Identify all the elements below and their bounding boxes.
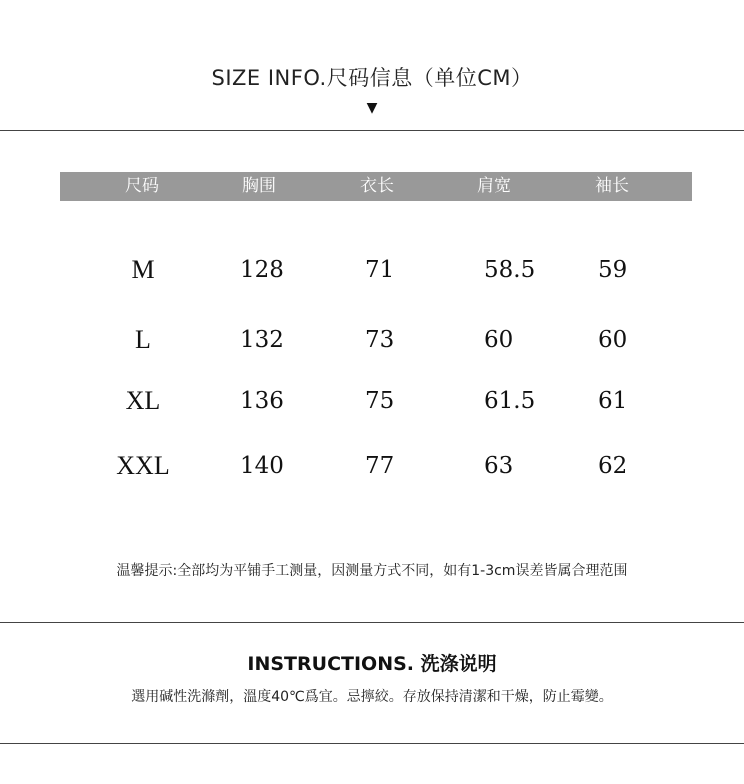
size-cell: XL: [125, 386, 161, 415]
top-divider: [0, 130, 744, 131]
size-cell: M: [131, 255, 155, 284]
size-cell: L: [135, 325, 151, 354]
table-row: [60, 446, 692, 486]
sleeve-cell: 61: [598, 388, 628, 414]
table-row: [60, 320, 692, 360]
size-info-title: SIZE INFO.尺码信息（单位CM）: [211, 66, 533, 90]
shoulder-cell: 60: [484, 327, 514, 353]
shoulder-cell: 61.5: [484, 388, 536, 414]
instructions-title: INSTRUCTIONS. 洗涤说明: [247, 653, 497, 675]
length-cell: 71: [365, 257, 395, 283]
header-size: 尺码: [125, 176, 159, 196]
header-length: 衣长: [360, 176, 394, 196]
length-cell: 75: [365, 388, 395, 414]
shoulder-cell: 63: [484, 453, 514, 479]
chest-cell: 128: [240, 257, 284, 283]
chest-cell: 132: [240, 327, 284, 353]
header-shoulder: 肩宽: [477, 176, 511, 196]
chest-cell: 140: [240, 453, 284, 479]
down-arrow-icon: ▼: [366, 100, 378, 116]
measurement-tip: 温馨提示:全部均为平铺手工测量，因测量方式不同，如有1-3cm误差皆属合理范围: [116, 563, 628, 579]
bottom-divider: [0, 743, 744, 744]
length-cell: 77: [365, 453, 395, 479]
size-table-header: [60, 172, 692, 201]
table-row: [60, 381, 692, 421]
chest-cell: 136: [240, 388, 284, 414]
length-cell: 73: [365, 327, 395, 353]
sleeve-cell: 60: [598, 327, 628, 353]
table-row: [60, 250, 692, 290]
header-sleeve: 袖长: [595, 176, 629, 196]
header-chest: 胸围: [242, 176, 276, 196]
instructions-text: 選用碱性洗滌劑，溫度40℃爲宜。忌擰絞。存放保持清潔和干燥，防止霉變。: [131, 689, 613, 705]
size-cell: XXL: [116, 451, 170, 480]
sleeve-cell: 59: [598, 257, 628, 283]
sleeve-cell: 62: [598, 453, 628, 479]
middle-divider: [0, 622, 744, 623]
shoulder-cell: 58.5: [484, 257, 536, 283]
